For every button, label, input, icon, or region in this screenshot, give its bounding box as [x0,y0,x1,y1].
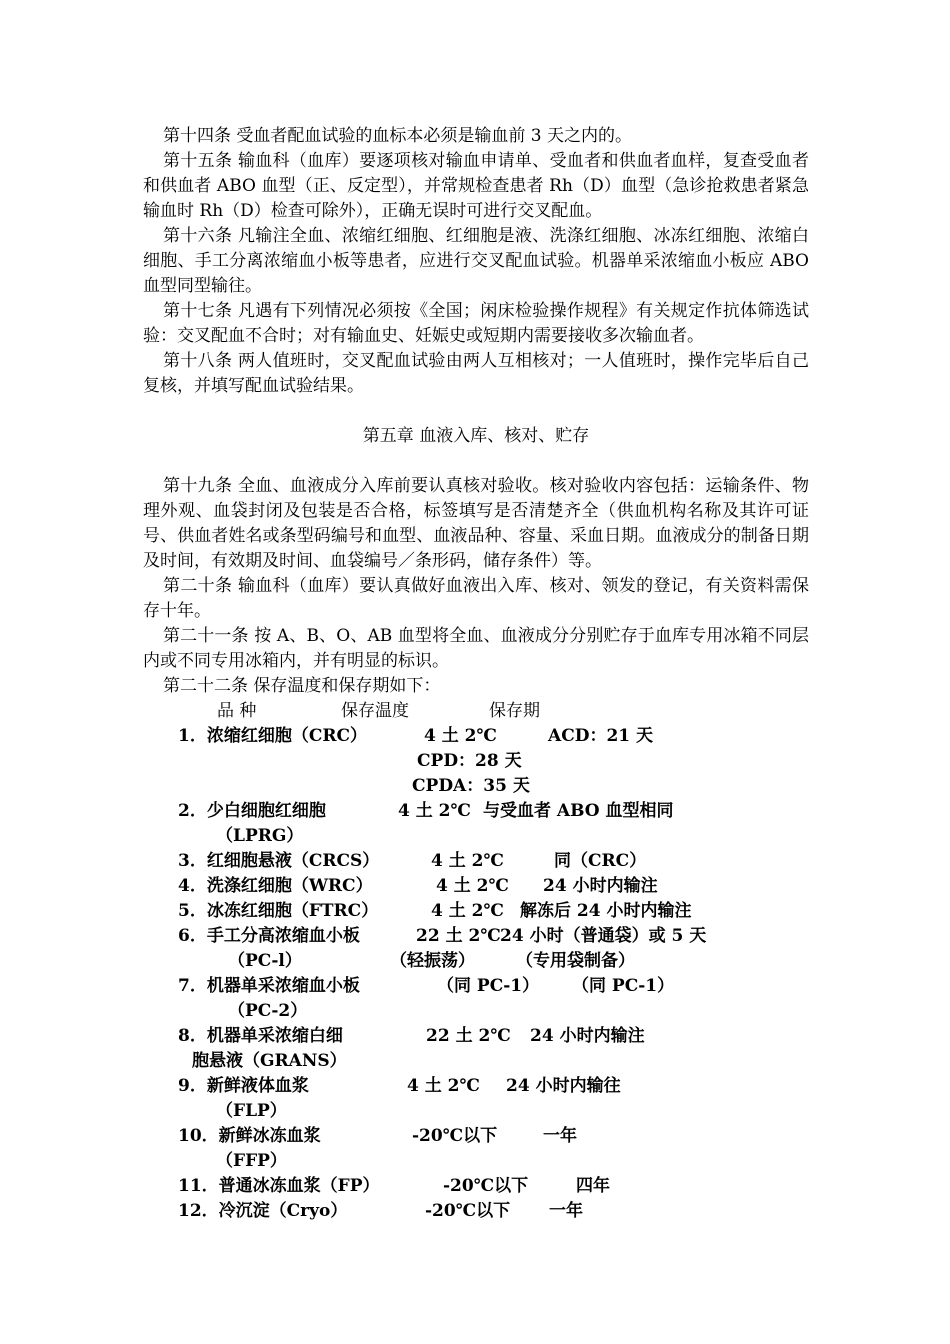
table-row-name: 7．机器单采浓缩血小板 [178,976,360,996]
table-row-period: 解冻后 24 小时内输注 [520,901,692,921]
table-row-name: 10．新鲜冰冻血浆 [178,1126,321,1146]
table-row-name-cont: （PC-2） [228,1001,308,1021]
table-row-name: 9．新鲜液体血浆 [178,1076,309,1096]
article-17: 第十七条 凡遇有下列情况必须按《全国；闲床检验操作规程》有关规定作抗体筛选试验：交叉配血不合时；对有输血史、妊娠史或短期内需要接收多次输血者。 [143,301,809,346]
table-row-name: 6．手工分高浓缩血小板 [178,926,360,946]
table-row-name: 1．浓缩红细胞（CRC） [178,726,368,746]
article-16: 第十六条 凡输注全血、浓缩红细胞、红细胞是液、洗涤红细胞、冰冻红细胞、浓缩白细胞、手工分离浓缩血小板等患者，应进行交叉配血试验。机器单采浓缩血小板应 ABO 血型同型输往。 [143,226,809,296]
article-22: 第二十二条 保存温度和保存期如下： [163,676,441,696]
article-18: 第十八条 两人值班时，交叉配血试验由两人互相核对；一人值班时，操作完毕后自己复核，并填写配血试验结果。 [143,351,809,396]
table-row-temp: 4 土 2℃ [424,726,497,746]
article-19: 第十九条 全血、血液成分入库前要认真核对验收。核对验收内容包括：运输条件、物理外观、血袋封闭及包装是否合格，标签填写是否清楚齐全（供血机构名称及其许可证号、供血者姓名或条型码编号和血型、血液品种、容量、采血日期。血液成分的制备日期及时间，有效期及时间、血袋编号／条形码，储存条件）等。 [143,476,809,571]
table-row-temp-cont: （轻振荡） [390,951,475,971]
table-row-name-cont: （FFP） [216,1151,287,1171]
table-row-temp: 4 土 2℃ [431,851,504,871]
chapter-heading: 第五章 血液入库、核对、贮存 [362,426,590,446]
table-row-name: 4．洗涤红细胞（WRC） [178,876,373,896]
table-row-temp: -20℃以下 [425,1201,511,1221]
table-row-name-cont: 胞悬液（GRANS） [192,1051,347,1071]
table-row-period: 24 小时内输注 [530,1026,645,1046]
table-row-temp: -20℃以下 [412,1126,498,1146]
table-row-name: 8．机器单采浓缩白细 [178,1026,343,1046]
table-header-period: 保存期 [489,701,540,721]
table-row-name: 3．红细胞悬液（CRCS） [178,851,380,871]
table-row-temp: 4 土 2℃ [398,801,471,821]
table-row-period: 一年 [543,1126,577,1146]
table-row-period: 同（CRC） [554,851,647,871]
table-row-period: 四年 [576,1176,610,1196]
table-row-period: 24 小时（普通袋）或 5 天 [500,926,707,946]
table-header-temperature: 保存温度 [341,701,409,721]
table-row-period: 与受血者 ABO 血型相同 [483,801,674,821]
table-row-temp: （同 PC-1） [437,976,540,996]
table-row-period-extra: CPDA：35 天 [412,776,530,796]
table-row-name-cont: （FLP） [216,1101,287,1121]
table-row-temp: 4 土 2℃ [431,901,504,921]
table-row-temp: 4 土 2℃ [407,1076,480,1096]
table-row-name-cont: （LPRG） [216,826,304,846]
table-row-period: ACD：21 天 [548,726,654,746]
table-row-period-cont: （专用袋制备） [516,951,635,971]
article-15: 第十五条 输血科（血库）要逐项核对输血申请单、受血者和供血者血样，复查受血者和供血者 ABO 血型（正、反定型），并常规检查患者 Rh（D）血型（急诊抢救患者紧急输血时 Rh（D）检查可除外），正确无误时可进行交叉配血。 [143,151,809,221]
table-row-period: 一年 [549,1201,583,1221]
table-row-temp: 4 土 2℃ [436,876,509,896]
table-row-temp: 22 土 2℃ [426,1026,511,1046]
table-row-period: （同 PC-1） [572,976,675,996]
article-21: 第二十一条 按 A、B、O、AB 血型将全血、血液成分分别贮存于血库专用冰箱不同层内或不同专用冰箱内，并有明显的标识。 [143,626,809,671]
table-row-period: 24 小时内输往 [506,1076,621,1096]
table-row-temp: 22 土 2℃ [416,926,501,946]
table-row-name: 5．冰冻红细胞（FTRC） [178,901,379,921]
table-row-temp: -20℃以下 [443,1176,529,1196]
article-20: 第二十条 输血科（血库）要认真做好血液出入库、核对、领发的登记，有关资料需保存十年。 [143,576,809,621]
table-header-variety: 品 种 [217,701,257,721]
table-row-name: 11．普通冰冻血浆（FP） [178,1176,380,1196]
table-row-period: 24 小时内输注 [543,876,658,896]
table-row-period-extra: CPD：28 天 [417,751,522,771]
table-row-name: 12．冷沉淀（Cryo） [178,1201,348,1221]
table-row-name-cont: （PC-l） [228,951,302,971]
table-row-name: 2．少白细胞红细胞 [178,801,326,821]
article-14: 第十四条 受血者配血试验的血标本必须是输血前 3 天之内的。 [163,126,633,146]
